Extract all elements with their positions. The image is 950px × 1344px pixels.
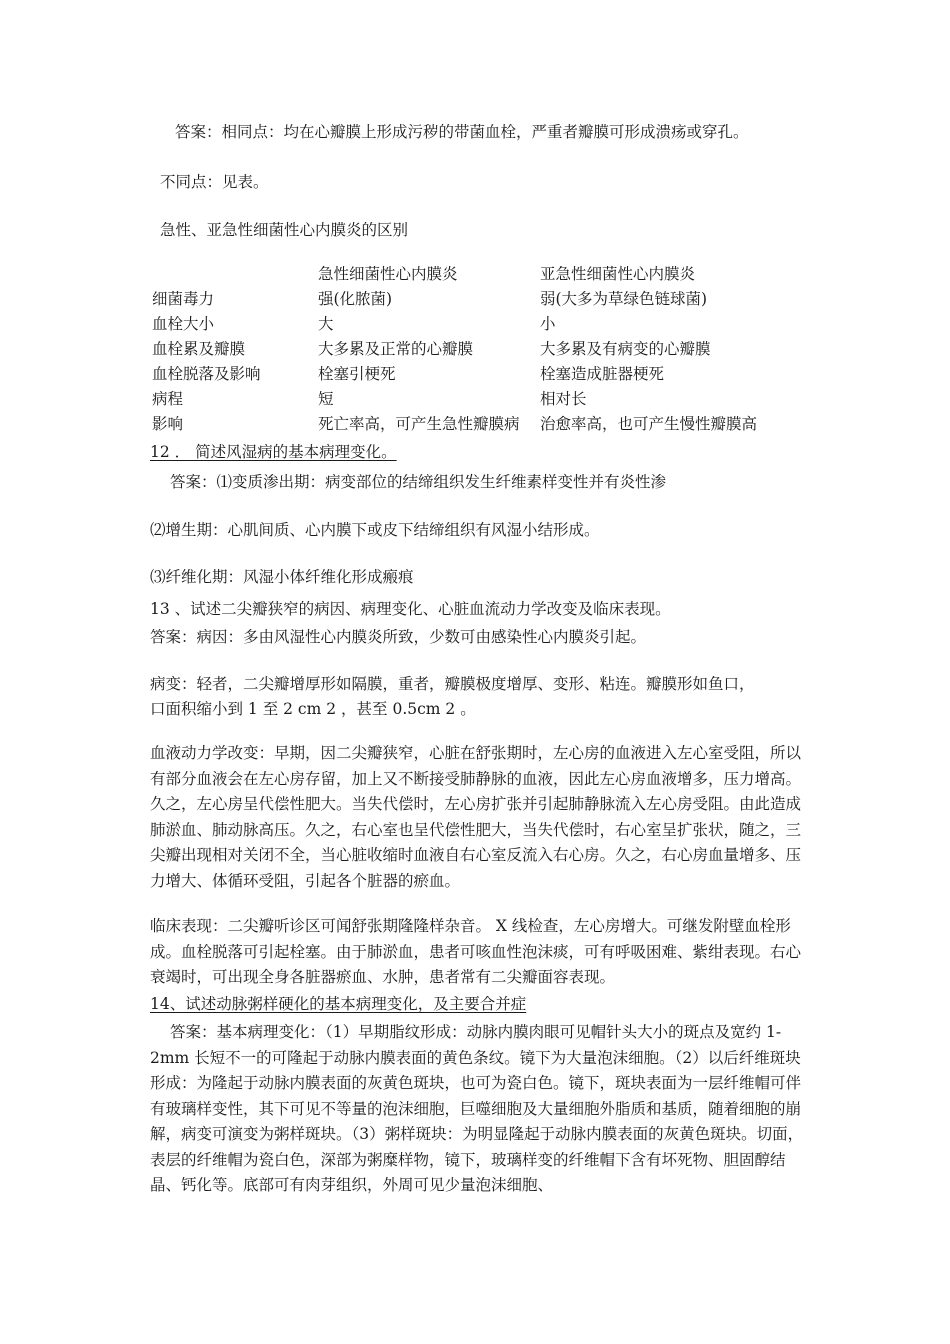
table-cell: 细菌毒力 <box>152 289 215 308</box>
table-cell: 弱(大多为草绿色链球菌) <box>540 289 708 308</box>
table-header-cell: 急性细菌性心内膜炎 <box>318 264 458 283</box>
table-cell: 栓塞造成脏器梗死 <box>540 364 665 383</box>
q13-clinical-text: 临床表现：二尖瓣听诊区可闻舒张期隆隆样杂音。 X 线检查，左心房增大。可继发附壁血栓形成。血栓脱落可引起栓塞。由于肺淤血，患者可咳血性泡沫痰，可有呼吸困难、紫绀表现。右心衰竭时，可出现全身各脏器瘀血、水肿，患者常有二尖瓣面容表现。 <box>150 917 802 986</box>
q12-answer-2: ⑵增生期：心肌间质、心内膜下或皮下结缔组织有风湿小结形成。 <box>150 521 600 539</box>
q13-title: 13 、试述二尖瓣狭窄的病因、病理变化、心脏血流动力学改变及临床表现。 <box>150 600 671 618</box>
table-cell: 血栓大小 <box>152 314 215 333</box>
table-cell: 血栓脱落及影响 <box>152 364 261 383</box>
table-row <box>152 285 790 310</box>
q13-cause: 答案：病因：多由风湿性心内膜炎所致，少数可由感染性心内膜炎引起。 <box>150 628 647 646</box>
table-row <box>152 310 790 335</box>
table-cell: 大 <box>318 314 334 333</box>
table-cell: 相对长 <box>540 389 587 408</box>
comparison-table <box>152 260 790 435</box>
table-cell: 治愈率高，也可产生慢性瓣膜高 <box>540 414 758 433</box>
q12-title: 12 ． 简述风湿病的基本病理变化。 <box>150 443 397 461</box>
table-cell: 血栓累及瓣膜 <box>152 339 246 358</box>
table-cell: 小 <box>540 314 556 333</box>
q13-hemodynamics <box>150 741 810 894</box>
table-header-row <box>152 260 790 285</box>
table-cell: 大多累及有病变的心瓣膜 <box>540 339 711 358</box>
table-header-cell <box>152 260 318 285</box>
table-cell: 影响 <box>152 414 184 433</box>
q12-answer-3: ⑶纤维化期：风湿小体纤维化形成瘢痕 <box>150 568 414 586</box>
table-row <box>152 410 790 435</box>
q14-title: 14、试述动脉粥样硬化的基本病理变化，及主要合并症 <box>150 995 527 1013</box>
q14-answer-text: 答案：基本病理变化：（1）早期脂纹形成：动脉内膜肉眼可见帽针头大小的斑点及宽约 1-2mm 长短不一的可隆起于动脉内膜表面的黄色条纹。镜下为大量泡沫细胞。（2）以后纤维斑块形成：为隆起于动脉内膜表面的灰黄色斑块，也可为瓷白色。镜下，斑块表面为一层纤维帽可伴有玻璃样变性，其下可见不等量的泡沫细胞，巨噬细胞及大量细胞外脂质和基质，随着细胞的崩解，病变可演变为粥样斑块。（3）粥样斑块：为明显隆起于动脉内膜表面的灰黄色斑块。切面，表层的纤维帽为瓷白色，深部为粥糜样物，镜下，玻璃样变的纤维帽下含有坏死物、胆固醇结晶、钙化等。底部可有肉芽组织，外周可见少量泡沫细胞、 <box>150 1023 804 1194</box>
table-cell: 栓塞引梗死 <box>318 364 396 383</box>
table-cell: 死亡率高，可产生急性瓣膜病 <box>318 414 520 433</box>
table-row <box>152 385 790 410</box>
q11-answer-diff: 不同点：见表。 <box>160 173 269 191</box>
q11-answer-same: 答案：相同点：均在心瓣膜上形成污秽的带菌血栓，严重者瓣膜可形成溃疡或穿孔。 <box>175 123 749 141</box>
q13-lesion-line-2: 口面积缩小到 1 至 2 cm 2 ，甚至 0.5cm 2 。 <box>150 700 476 718</box>
table-cell: 病程 <box>152 389 184 408</box>
q12-answer-1: 答案：⑴变质渗出期：病变部位的结缔组织发生纤维素样变性并有炎性渗 <box>170 473 667 491</box>
table-cell: 强(化脓菌) <box>318 289 393 308</box>
table-cell: 大多累及正常的心瓣膜 <box>318 339 474 358</box>
q14-answer <box>150 1020 810 1199</box>
table-header-cell: 亚急性细菌性心内膜炎 <box>540 264 696 283</box>
q13-hemodynamics-text: 血液动力学改变：早期，因二尖瓣狭窄，心脏在舒张期时，左心房的血液进入左心室受阻，所以有部分血液会在左心房存留，加上又不断接受肺静脉的血液，因此左心房血液增多，压力增高。久之，左心房呈代偿性肥大。当失代偿时，左心房扩张并引起肺静脉流入左心房受阻。由此造成肺淤血、肺动脉高压。久之，右心室也呈代偿性肥大，当失代偿时，右心室呈扩张状，随之，三尖瓣出现相对关闭不全，当心脏收缩时血液自右心室反流入右心房。久之，右心房血量增多、压力增大、体循环受阻，引起各个脏器的瘀血。 <box>150 744 802 890</box>
q13-lesion-line-1: 病变：轻者，二尖瓣增厚形如隔膜，重者，瓣膜极度增厚、变形、粘连。瓣膜形如鱼口， <box>150 675 755 693</box>
q11-table-title: 急性、亚急性细菌性心内膜炎的区别 <box>160 221 409 239</box>
q13-clinical <box>150 914 810 991</box>
table-row <box>152 335 790 360</box>
table-row <box>152 360 790 385</box>
table-cell: 短 <box>318 389 334 408</box>
